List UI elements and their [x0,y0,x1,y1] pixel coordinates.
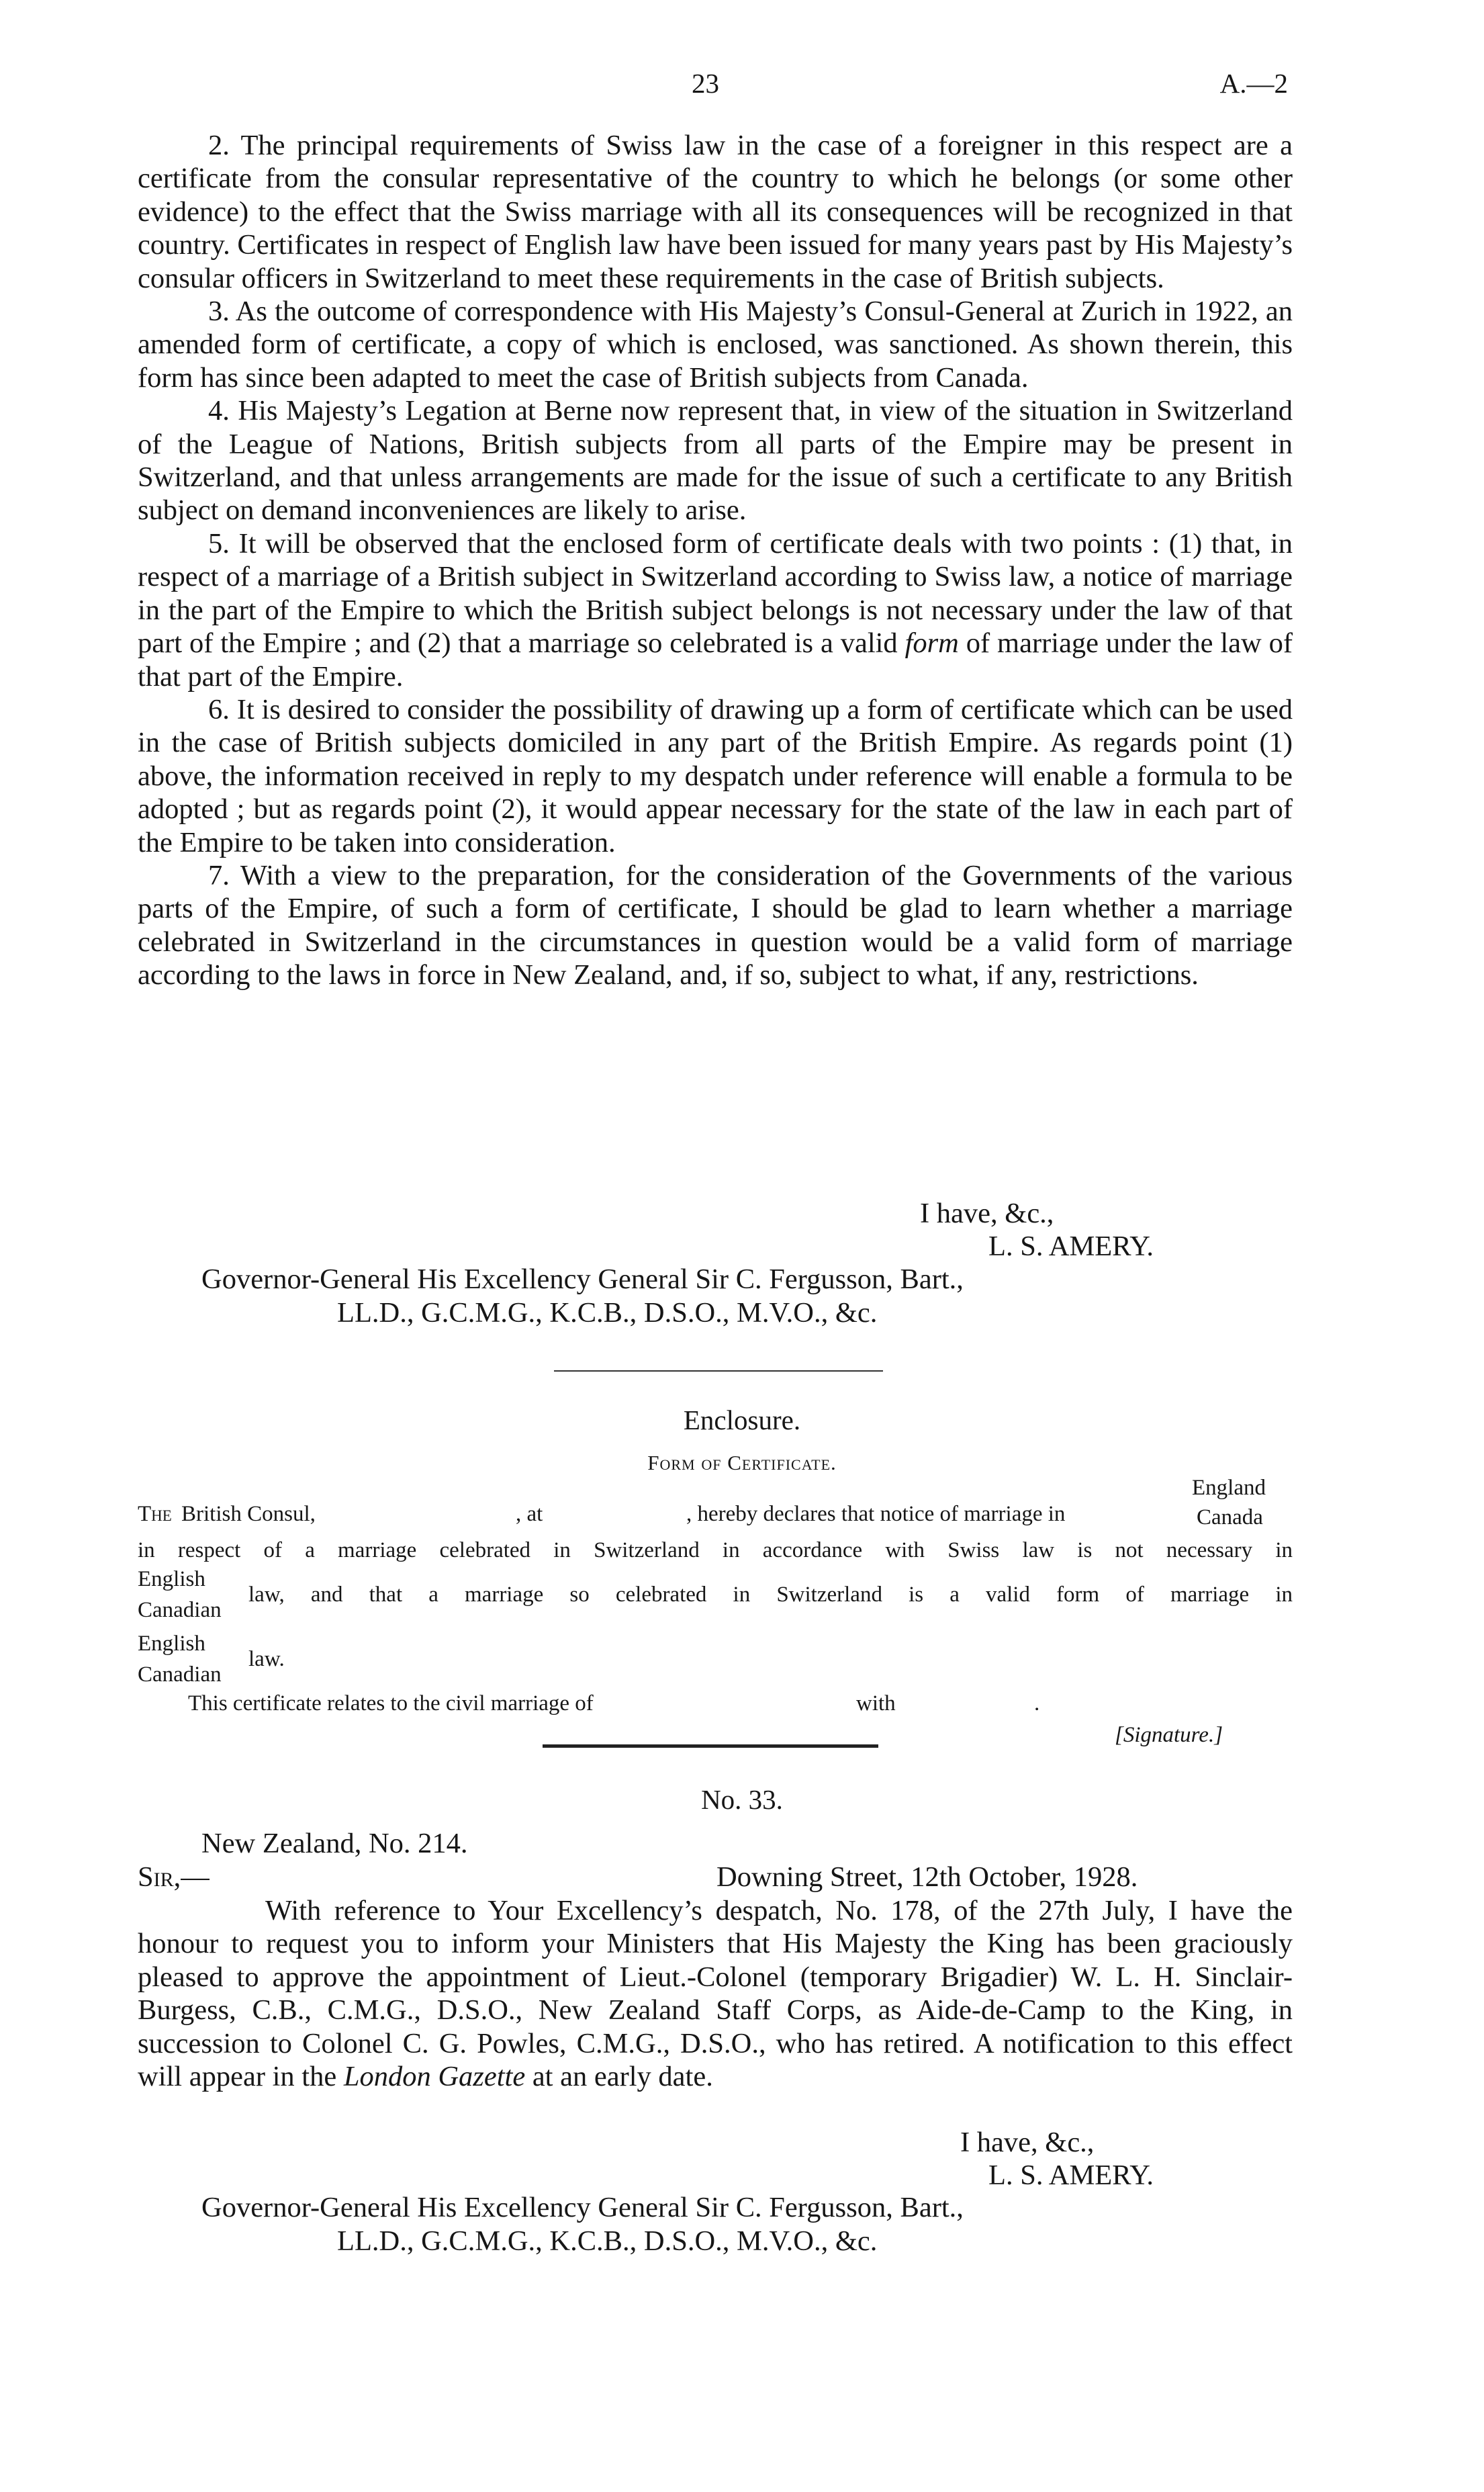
paragraph-5 [138,527,1293,693]
cert-with: with [856,1691,896,1716]
paragraph-5-italic: form [905,627,959,660]
london-gazette: London Gazette [343,2061,526,2093]
enclosure-heading: Enclosure. [683,1405,801,1435]
cert-line-4: law. [248,1647,285,1671]
dispatch-33-body [138,1894,1293,2093]
addressee-33-line2: LL.D., G.C.M.G., K.C.B., D.S.O., M.V.O., &c. [337,2225,878,2257]
certificate-form-title: Form of Certificate. [647,1451,837,1474]
cert-the: The [138,1502,172,1526]
addressee-33-line1: Governor-General His Excellency General Sir C. Fergusson, Bart., [201,2192,964,2223]
section-divider [554,1370,883,1372]
document-reference: A.—2 [1219,68,1288,99]
dispatch-number: No. 33. [701,1784,783,1815]
addressee-32-line2: LL.D., G.C.M.G., K.C.B., D.S.O., M.V.O., &c. [337,1297,878,1329]
dispatch-33-paragraph [138,1894,1293,2093]
cert-signature: [Signature.] [1115,1723,1223,1747]
cert-line-2: in respect of a marriage celebrated in Switzerland in accordance with Swiss law is not necessary in [138,1538,1293,1562]
cert-option-english-2: English [138,1632,205,1656]
cert-option-england: England [1192,1476,1266,1500]
dispatch-reference: New Zealand, No. 214. [201,1828,468,1859]
closing-32: I have, &c., [920,1198,1054,1229]
paragraph-5-text: 5. It will be observed that the enclosed form of certificate deals with two points : (1) that, in respect of a marriage of a British subject in Switzerland according to Swiss law, a notice of marriage in the part of the Empire to which the British subject belongs is not necessary under the law of that part of the Empire ; and (2) that a marriage so celebrated is a valid [138,527,1293,660]
addressee-32-line1: Governor-General His Excellency General Sir C. Fergusson, Bart., [201,1263,964,1295]
dispatch-33-text: With reference to Your Excellency’s despatch, No. 178, of the 27th July, I have the honour to request you to inform your Ministers that His Majesty the King has been graciously pleased to approve the appointment of Lieut.-Colonel (temporary Brigadier) W. L. H. Sinclair-Burgess, C.B., C.M.G., D.S.O., New Zealand Staff Corps, as Aide-de-Camp to the King, in succession to Colonel C. G. Powles, C.M.G., D.S.O., who has retired. A notification to this effect will appear in the [138,1895,1293,2093]
paragraph-6: 6. It is desired to consider the possibility of drawing up a form of certificate which can be used in the case of British subjects domiciled in any part of the British Empire. As regards point (1) above, the information received in reply to my despatch under reference will enable a formula to be adopted ; but as regards point (2), it would appear necessary for the state of the law in each part of the Empire to be taken into consideration. [138,693,1293,858]
cert-option-canada: Canada [1197,1505,1263,1529]
dispatch-33-end: at an early date. [525,2061,713,2093]
cert-consul: British Consul, [181,1502,316,1526]
enclosure-divider [543,1744,878,1748]
page-number: 23 [692,68,719,99]
cert-declares: , hereby declares that notice of marriage in [686,1502,1066,1526]
salutation: Sir,— [138,1861,210,1893]
paragraph-2: 2. The principal requirements of Swiss law in the case of a foreigner in this respect are a certificate from the consular representative of the country to which he belongs (or some other evidence) to the effect that the Swiss marriage with all its consequences will be recognized in that country. Certificates in respect of English law have been issued for many years past by His Majesty’s consular officers in Switzerland to meet these requirements in the case of British subjects. [138,130,1293,294]
cert-period: . [1034,1691,1040,1716]
paragraph-5-end: of marriage under the law of that part of the Empire. [138,627,1293,693]
paragraph-7: 7. With a view to the preparation, for the consideration of the Governments of the various parts of the Empire, of such a form of certificate, I should be glad to learn whether a marriage celebrated in Switzerland in the circumstances in question would be a valid form of marriage according to the laws in force in New Zealand, and, if so, subject to what, if any, restrictions. [138,859,1293,991]
cert-option-canadian-1: Canadian [138,1598,222,1622]
dispatch-32-body [138,129,1293,992]
signatory-33: L. S. AMERY. [988,2160,1154,2191]
cert-option-english-1: English [138,1567,205,1591]
place-date: Downing Street, 12th October, 1928. [716,1861,1138,1893]
paragraph-4: 4. His Majesty’s Legation at Berne now represent that, in view of the situation in Switzerland of the League of Nations, British subjects from all parts of the Empire may be present in Switzerland, and that unless arrangements are made for the issue of such a certificate to any British subject on demand inconveniences are likely to arise. [138,395,1293,527]
paragraph-3: 3. As the outcome of correspondence with His Majesty’s Consul-General at Zurich in 1922, an amended form of certificate, a copy of which is enclosed, was sanctioned. As shown therein, this form has since been adapted to meet the case of British subjects from Canada. [138,296,1293,394]
closing-33: I have, &c., [960,2127,1095,2158]
cert-line-3: law, and that a marriage so celebrated in Switzerland is a valid form of marriage in [248,1583,1293,1607]
cert-option-canadian-2: Canadian [138,1662,222,1687]
cert-at: , at [516,1502,543,1526]
cert-civil-marriage: This certificate relates to the civil marriage of [188,1691,594,1716]
signatory-32: L. S. AMERY. [988,1231,1154,1262]
